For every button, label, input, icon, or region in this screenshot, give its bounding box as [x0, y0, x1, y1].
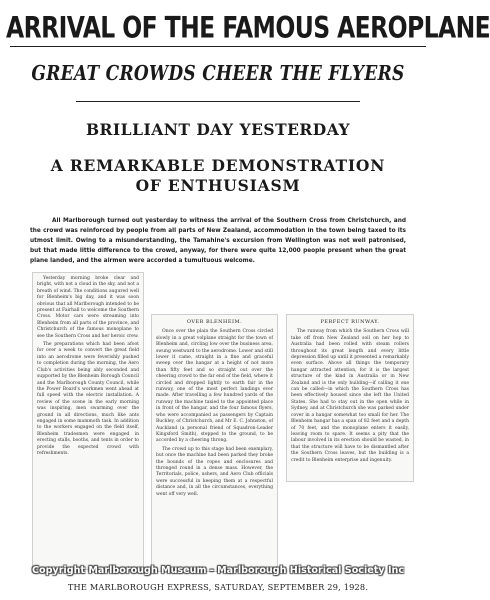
- main-headline: ARRIVAL OF THE FAMOUS AEROPLANE: [6, 10, 490, 45]
- newspaper-footer: THE MARLBOROUGH EXPRESS, SATURDAY, SEPTEMBER 29, 1928.: [67, 582, 369, 592]
- col1-paragraph: The preparations which had been afoot for over a week to convert the great field into an aerodrome were feverishly pushed to completion during the morning, the Aero Club's activities being ably seconded and supported by the Blenheim Borough Council and the Marlborough County Council, while the Power Board's workmen went ahead at full speed with the electric installation. A review of the scene in the early morning was inspiring, men swarming over the ground in all directions, much like ants engaged in some mammoth task. In addition to the workers engaged on the field itself, Blenheim tradesmen were engaged in erecting stalls, booths, and tents in order to provide the expected crowd with refreshments.: [37, 342, 139, 456]
- col3-title: PERFECT RUNWAY.: [320, 319, 380, 325]
- deck2-headline-line1: A REMARKABLE DEMONSTRATION: [50, 156, 386, 175]
- deck-headline: BRILLIANT DAY YESTERDAY: [85, 120, 351, 139]
- deck2-headline-line2: OF ENTHUSIASM: [135, 176, 301, 195]
- lead-paragraph: All Marlborough turned out yesterday to witness the arrival of the Southern Cross from Christchurch, and the crowd was reinforced by people from all parts of New Zealand, accommodation in the town being taxed to its utmost limit. Owing to a misunderstanding, the Tamahine's excursion from Wellington was not well patronised, but that made little difference to the crowd, anyway, for there were quite 12,000 people present when the great plane landed, and the airmen were accorded a tumultuous welcome.: [30, 218, 406, 264]
- article-column-2: [151, 314, 278, 572]
- sub-headline-rule: [76, 101, 360, 102]
- article-column-1: [32, 272, 144, 570]
- col2-paragraph: The crowd up to this stage had been exemplary, but once the machine had been parked they broke the bounds of the ropes and enclosures and thronged round in a dense mass. However, the Territorials, police, ushers, and Aero Club officials were successful in keeping them at a respectful distance and, in all the circumstances, everything went off very well.: [156, 446, 273, 497]
- sub-headline: GREAT CROWDS CHEER THE FLYERS: [31, 62, 405, 86]
- col1-paragraph: Yesterday morning broke clear and bright, with not a cloud in the sky, and not a breath of wind. The conditions augured well for Blenheim's big day, and it was soon obvious that all Marlborough intended to be present at Fairhall to welcome the Southern Cross. Motor cars were streaming into Blenheim from all parts of the province, and Christchurch of the famous monoplane to see the Southern Cross and her heroic crew.: [37, 276, 139, 339]
- copyright-watermark: Copyright Marlborough Museum - Marlborough Historical Society Inc: [31, 565, 405, 576]
- col3-paragraph: The runway from which the Southern Cross will take off from New Zealand soil on her hop to Australia had been rolled with steam rollers throughout its great length and every little depression filled up until it presented a remarkably even surface. Above all things the temporary hangar attracted attention, for it is the largest structure of the kind in Australia or in New Zealand and is the only building—if calling it one can be called—in which the Southern Cross has been effectively housed since she left the United States. She had to stay out in the open while in Sydney, and at Christchurch she was parked under cover in a hangar somewhat too small for her. The Blenheim hangar has a span of 82 feet and a depth of 70 feet, and the monoplane enters it easily, leaving room to spare. It seems a pity that the labour involved in its erection should be wasted, in that the structure will have to be dismantled after the Southern Cross leaves, but the building is a credit to Blenheim enterprise and ingenuity.: [291, 329, 409, 463]
- newspaper-page: [6, 6, 490, 594]
- col2-paragraph: Once over the plain the Southern Cross circled slowly in a great volplane straight for the town of Blenheim and, circling low over the business area, swung westward to the aerodrome. Lower and still lower it came, straight in a fine and graceful sweep over the hangar at a height of not more than fifty feet and so straight out over the cheering crowd to the far end of the field, where it circled and dropped lightly to earth fair in the runway, one of the most perfect landings ever made. After travelling a few hundred yards of the runway the machine taxied to the appointed place in front of the hangar, and the four famous flyers, who were accompanied as passengers by Captain Buckley, of Christchurch, and Mr E. C. Johnston, of Auckland (a personal friend of Squadron-Leader Kingsford Smith), stepped to the ground, to be accorded by a cheering throng.: [156, 329, 273, 444]
- headline-rule: [10, 46, 426, 47]
- article-column-3: [286, 314, 414, 482]
- col2-title: OVER BLENHEIM.: [186, 319, 243, 325]
